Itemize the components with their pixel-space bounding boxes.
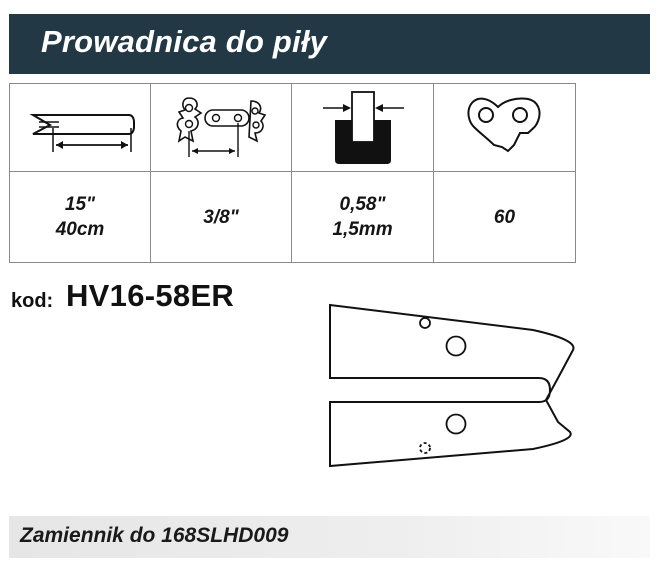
gauge-icon bbox=[318, 90, 408, 166]
pitch-value: 3/8" bbox=[203, 206, 239, 228]
spec-cell-length bbox=[10, 172, 151, 263]
chain-pitch-icon bbox=[171, 93, 271, 163]
spec-cell-gauge bbox=[292, 172, 434, 263]
bar-length-icon bbox=[25, 98, 135, 158]
product-code: HV16-58ER bbox=[66, 278, 235, 313]
replacement-text: Zamiennik do 168SLHD009 bbox=[20, 524, 289, 547]
spec-cell-pitch-icon bbox=[151, 84, 292, 172]
drive-links-value: 60 bbox=[493, 206, 516, 228]
spec-cell-drive-links bbox=[434, 172, 576, 263]
spec-cell-gauge-icon bbox=[292, 84, 434, 172]
spec-table bbox=[9, 83, 576, 263]
title-bar bbox=[9, 14, 650, 74]
replacement-info-bar bbox=[9, 516, 650, 558]
guide-bar-mount-drawing bbox=[318, 290, 588, 475]
spec-values-row bbox=[10, 172, 576, 263]
length-inches: 15" bbox=[64, 194, 96, 215]
spec-cell-length-icon bbox=[10, 84, 151, 172]
spec-icons-row bbox=[10, 84, 576, 172]
drive-link-icon bbox=[462, 93, 548, 163]
product-code-label: kod: bbox=[11, 290, 54, 312]
gauge-mm: 1,5mm bbox=[332, 219, 393, 240]
length-cm: 40cm bbox=[55, 219, 105, 240]
spec-cell-pitch bbox=[151, 172, 292, 263]
gauge-inches: 0,58" bbox=[339, 194, 386, 215]
spec-cell-drive-link-icon bbox=[434, 84, 576, 172]
page-title: Prowadnica do piły bbox=[41, 24, 328, 59]
